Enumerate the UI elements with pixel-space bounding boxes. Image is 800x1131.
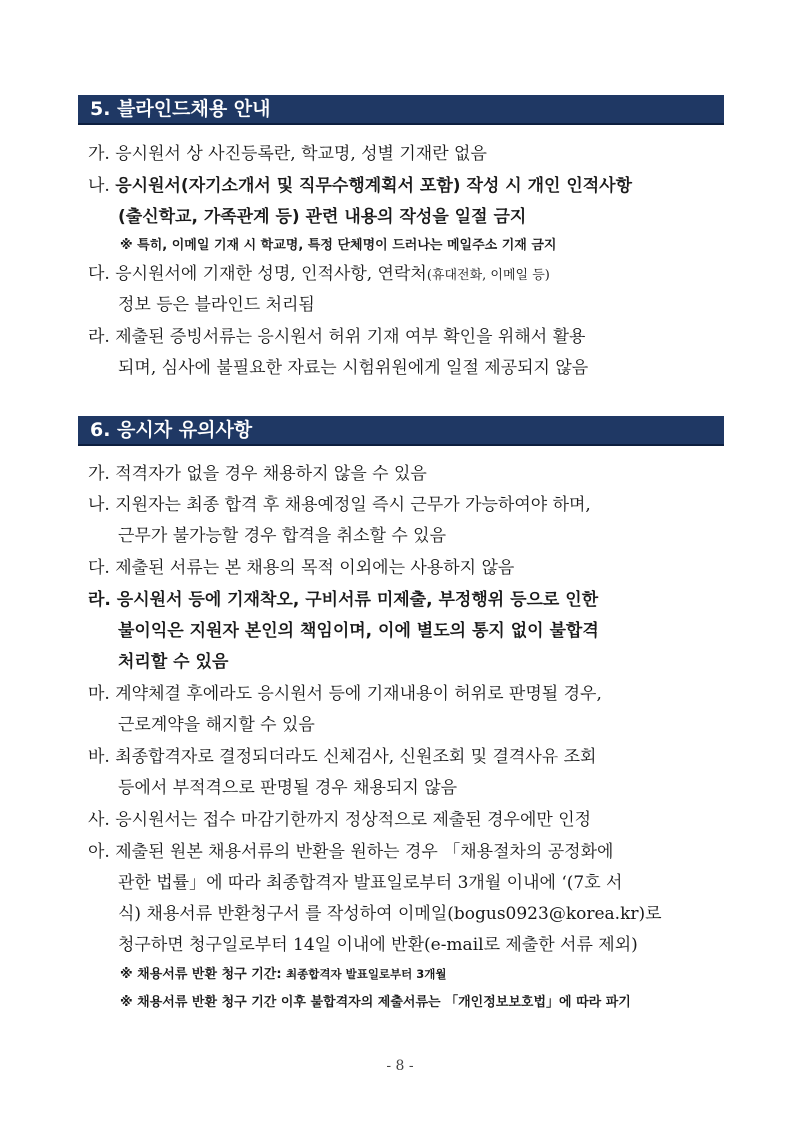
section-6-item-ra-line-1: 라. 응시원서 등에 기재착오, 구비서류 미제출, 부정행위 등으로 인한 [88, 590, 599, 610]
item-marker: 나. [88, 176, 116, 196]
section-6-item-ba-line-2: 등에서 부적격으로 판명될 경우 채용되지 않음 [118, 778, 458, 798]
text-segment: 다. 응시원서에 기재한 성명, 인적사항, 연락처 [88, 264, 427, 284]
section-6-item-da: 다. 제출된 서류는 본 채용의 목적 이외에는 사용하지 않음 [88, 558, 515, 578]
section-6-item-a-line-2: 관한 법률」에 따라 최종합격자 발표일로부터 3개월 이내에 ‘(7호 서 [118, 873, 623, 893]
section-6-item-ga: 가. 적격자가 없을 경우 채용하지 않을 수 있음 [88, 464, 427, 484]
section-5-item-na-line-2: (출신학교, 가족관계 등) 관련 내용의 작성을 일절 금지 [118, 207, 527, 227]
section-6-item-ma-line-2: 근로계약을 해지할 수 있음 [118, 715, 315, 735]
section-5-note: ※ 특히, 이메일 기재 시 학교명, 특정 단체명이 드러나는 메일주소 기재 금지 [120, 238, 557, 253]
section-5-item-ra-line-2: 되며, 심사에 불필요한 자료는 시험위원에게 일절 제공되지 않음 [118, 358, 589, 378]
section-5-item-ra-line-1: 라. 제출된 증빙서류는 응시원서 허위 기재 여부 확인을 위해서 활용 [88, 327, 586, 347]
section-6-item-ra-line-3: 처리할 수 있음 [118, 652, 229, 672]
bold-text: 응시원서(자기소개서 및 직무수행계획서 포함) 작성 시 개인 인적사항 [115, 176, 633, 196]
section-6-note-2: ※ 채용서류 반환 청구 기간 이후 불합격자의 제출서류는 「개인정보보호법」에 따라 파기 [120, 995, 631, 1010]
section-5-item-na-line-1 [88, 175, 632, 197]
note-value: 최종합격자 발표일로부터 3개월 [286, 967, 447, 981]
section-5-item-ga: 가. 응시원서 상 사진등록란, 학교명, 성별 기재란 없음 [88, 144, 487, 164]
section-6-item-na-line-2: 근무가 불가능할 경우 합격을 취소할 수 있음 [118, 526, 447, 546]
section-5-item-da-line-2: 정보 등은 블라인드 처리됨 [118, 295, 315, 315]
page-number: - 8 - [386, 1058, 414, 1074]
small-text: (휴대전화, 이메일 등) [426, 268, 550, 283]
section-6-item-ba-line-1: 바. 최종합격자로 결정되더라도 신체검사, 신원조회 및 결격사유 조회 [88, 747, 597, 767]
section-6-item-ma-line-1: 마. 계약체결 후에라도 응시원서 등에 기재내용이 허위로 판명될 경우, [88, 684, 602, 704]
section-6-item-a-line-4: 청구하면 청구일로부터 14일 이내에 반환(e-mail로 제출한 서류 제외) [118, 935, 638, 955]
section-6-item-a-line-3: 식) 채용서류 반환청구서 를 작성하여 이메일(bogus0923@korea.kr)로 [118, 904, 662, 924]
section-5-heading: 5. 블라인드채용 안내 [78, 95, 724, 125]
note-label: ※ 채용서류 반환 청구 기간: [120, 967, 287, 982]
section-6-note-1 [120, 965, 446, 984]
section-6-item-ra-line-2: 불이익은 지원자 본인의 책임이며, 이에 별도의 통지 없이 불합격 [118, 621, 599, 641]
section-6-item-sa: 사. 응시원서는 접수 마감기한까지 정상적으로 제출된 경우에만 인정 [88, 810, 592, 830]
section-6-item-na-line-1: 나. 지원자는 최종 합격 후 채용예정일 즉시 근무가 가능하여야 하며, [88, 495, 591, 515]
section-6-item-a-line-1: 아. 제출된 원본 채용서류의 반환을 원하는 경우 「채용절차의 공정화에 [88, 842, 614, 862]
section-6-heading: 6. 응시자 유의사항 [78, 416, 724, 446]
section-5-item-da-line-1 [88, 263, 550, 287]
